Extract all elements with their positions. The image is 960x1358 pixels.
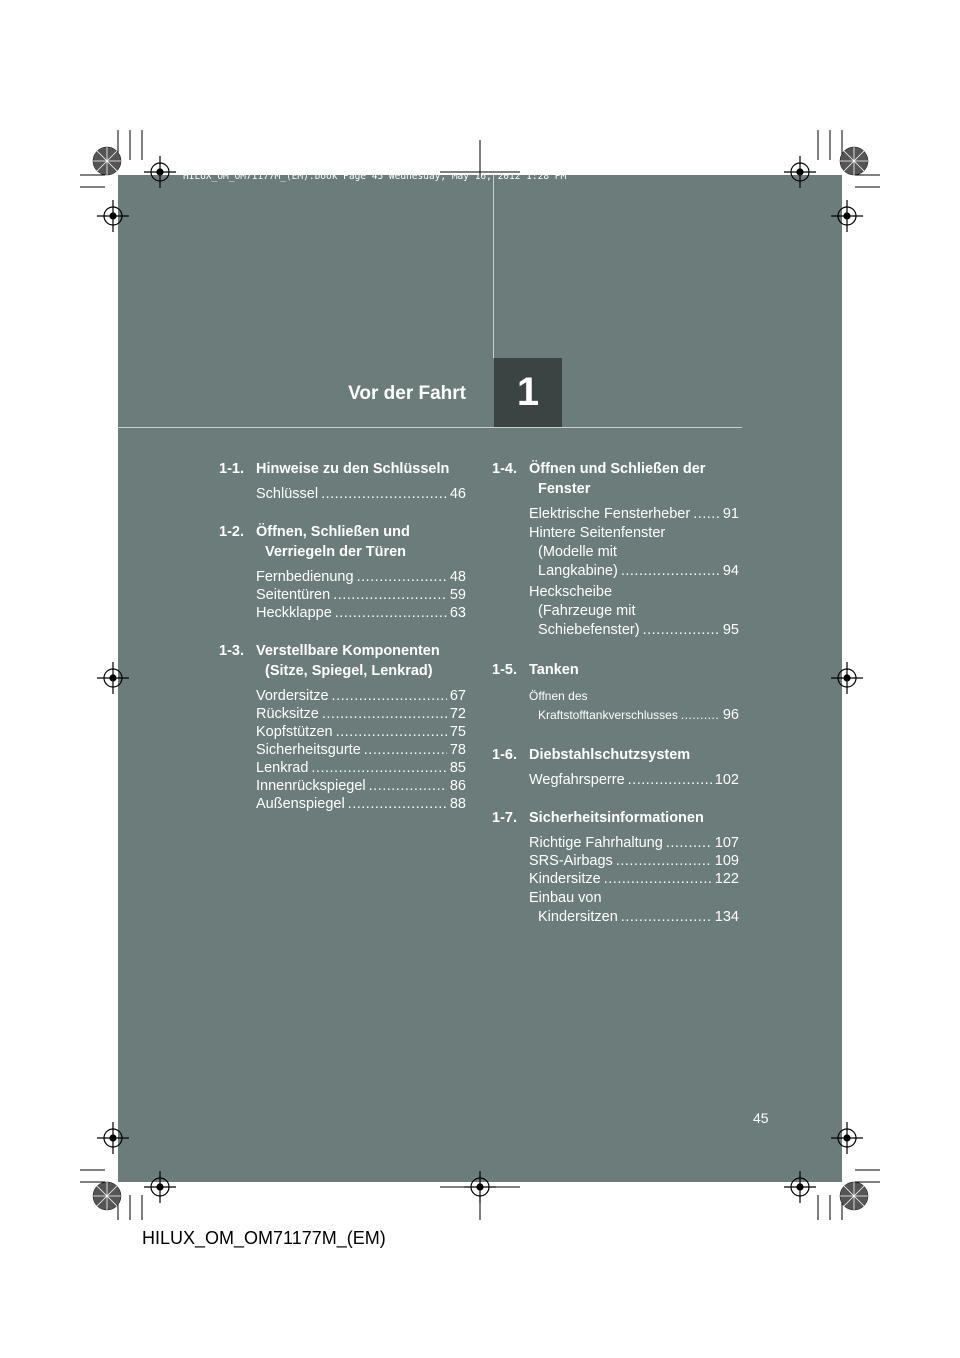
section-title: Sicherheitsinformationen — [529, 810, 704, 826]
section-number: 1-5. — [492, 662, 517, 678]
toc-entry-label: Einbau von — [529, 890, 602, 906]
toc-entry-label-cont: (Modelle mit — [538, 544, 617, 560]
toc-entry-page: 134 — [714, 909, 739, 925]
toc-entry-label: Hintere Seitenfenster — [529, 525, 666, 541]
toc-entry-label: SRS-Airbags — [529, 853, 613, 869]
section-title: Öffnen, Schließen und — [256, 524, 410, 540]
toc-entry-page: 85 — [449, 760, 466, 776]
toc-entry-label: Innenrückspiegel — [256, 778, 366, 794]
toc-entry-label: Elektrische Fensterheber — [529, 506, 691, 522]
toc-entry-label: Richtige Fahrhaltung — [529, 835, 663, 851]
footer-filename: HILUX_OM_OM71177M_(EM) — [142, 1228, 386, 1248]
toc-entry-label: Sicherheitsgurte — [256, 742, 361, 758]
toc-entry-label-cont: Schiebefenster) — [538, 622, 640, 638]
toc-entry-page: 96 — [722, 707, 739, 723]
toc-entry-page: 59 — [449, 587, 466, 603]
toc-entry-page: 95 — [722, 622, 739, 638]
toc-entry-page: 67 — [449, 688, 466, 704]
toc-entry-page: 91 — [722, 506, 739, 522]
toc-entry-page: 94 — [722, 563, 739, 579]
toc-entry-page: 75 — [449, 724, 466, 740]
toc-entry-label: Kopfstützen — [256, 724, 333, 740]
section-number: 1-3. — [219, 643, 244, 659]
toc-entry-label: Seitentüren — [256, 587, 331, 603]
toc-entry-page: 109 — [714, 853, 739, 869]
section-number: 1-4. — [492, 461, 517, 477]
page-number: 45 — [753, 1110, 769, 1126]
toc-entry-label: Fernbedienung — [256, 569, 354, 585]
toc-entry-page: 48 — [449, 569, 466, 585]
section-number: 1-6. — [492, 747, 517, 763]
toc-entry-page: 78 — [449, 742, 466, 758]
toc-entry-label: Außenspiegel — [256, 796, 345, 812]
section-number: 1-7. — [492, 810, 517, 826]
toc-entry-label: Schlüssel — [256, 486, 319, 502]
toc-entry-label: Rücksitze — [256, 706, 319, 722]
toc-entry-label-cont: (Fahrzeuge mit — [538, 603, 636, 619]
toc-entry-page: 102 — [714, 772, 739, 788]
section-title: Verstellbare Komponenten — [256, 643, 440, 659]
section-title: Öffnen und Schließen der — [529, 461, 706, 477]
chapter-title: Vor der Fahrt — [348, 383, 466, 404]
toc-entry-label-cont: Kindersitzen — [538, 909, 618, 925]
section-title-cont: Verriegeln der Türen — [265, 544, 407, 560]
toc-entry-label: Wegfahrsperre — [529, 772, 625, 788]
toc-entry-page: 122 — [714, 871, 739, 887]
toc-entry-label: Heckklappe — [256, 605, 332, 621]
toc-entry-label: Lenkrad — [256, 760, 309, 776]
chapter-number: 1 — [494, 358, 562, 427]
toc-entry-page: 46 — [449, 486, 466, 502]
toc-entry-label: Vordersitze — [256, 688, 329, 704]
toc-entry-page: 63 — [449, 605, 466, 621]
toc-entry-label-cont: Langkabine) — [538, 563, 618, 579]
section-number: 1-2. — [219, 524, 244, 540]
section-title-cont: Fenster — [538, 481, 591, 497]
section-title: Hinweise zu den Schlüsseln — [256, 461, 450, 477]
toc-entry-label-cont: Kraftstofftankverschlusses — [538, 708, 678, 722]
toc-entry-page: 86 — [449, 778, 466, 794]
toc-entry-label: Öffnen des — [529, 689, 588, 703]
toc-entry-label: Kindersitze — [529, 871, 601, 887]
toc-entry-page: 72 — [449, 706, 466, 722]
toc-entry-page: 107 — [714, 835, 739, 851]
toc-entry-label: Heckscheibe — [529, 584, 613, 600]
toc-entry-page: 88 — [449, 796, 466, 812]
print-stamp: HILUX_OM_OM71177M_(EM).book Page 45 Wednesday, May 16, 2012 1:28 PM — [183, 171, 567, 182]
section-title: Tanken — [529, 662, 579, 678]
section-title-cont: (Sitze, Spiegel, Lenkrad) — [265, 663, 433, 679]
section-title: Diebstahlschutzsystem — [529, 747, 691, 763]
section-number: 1-1. — [219, 461, 244, 477]
